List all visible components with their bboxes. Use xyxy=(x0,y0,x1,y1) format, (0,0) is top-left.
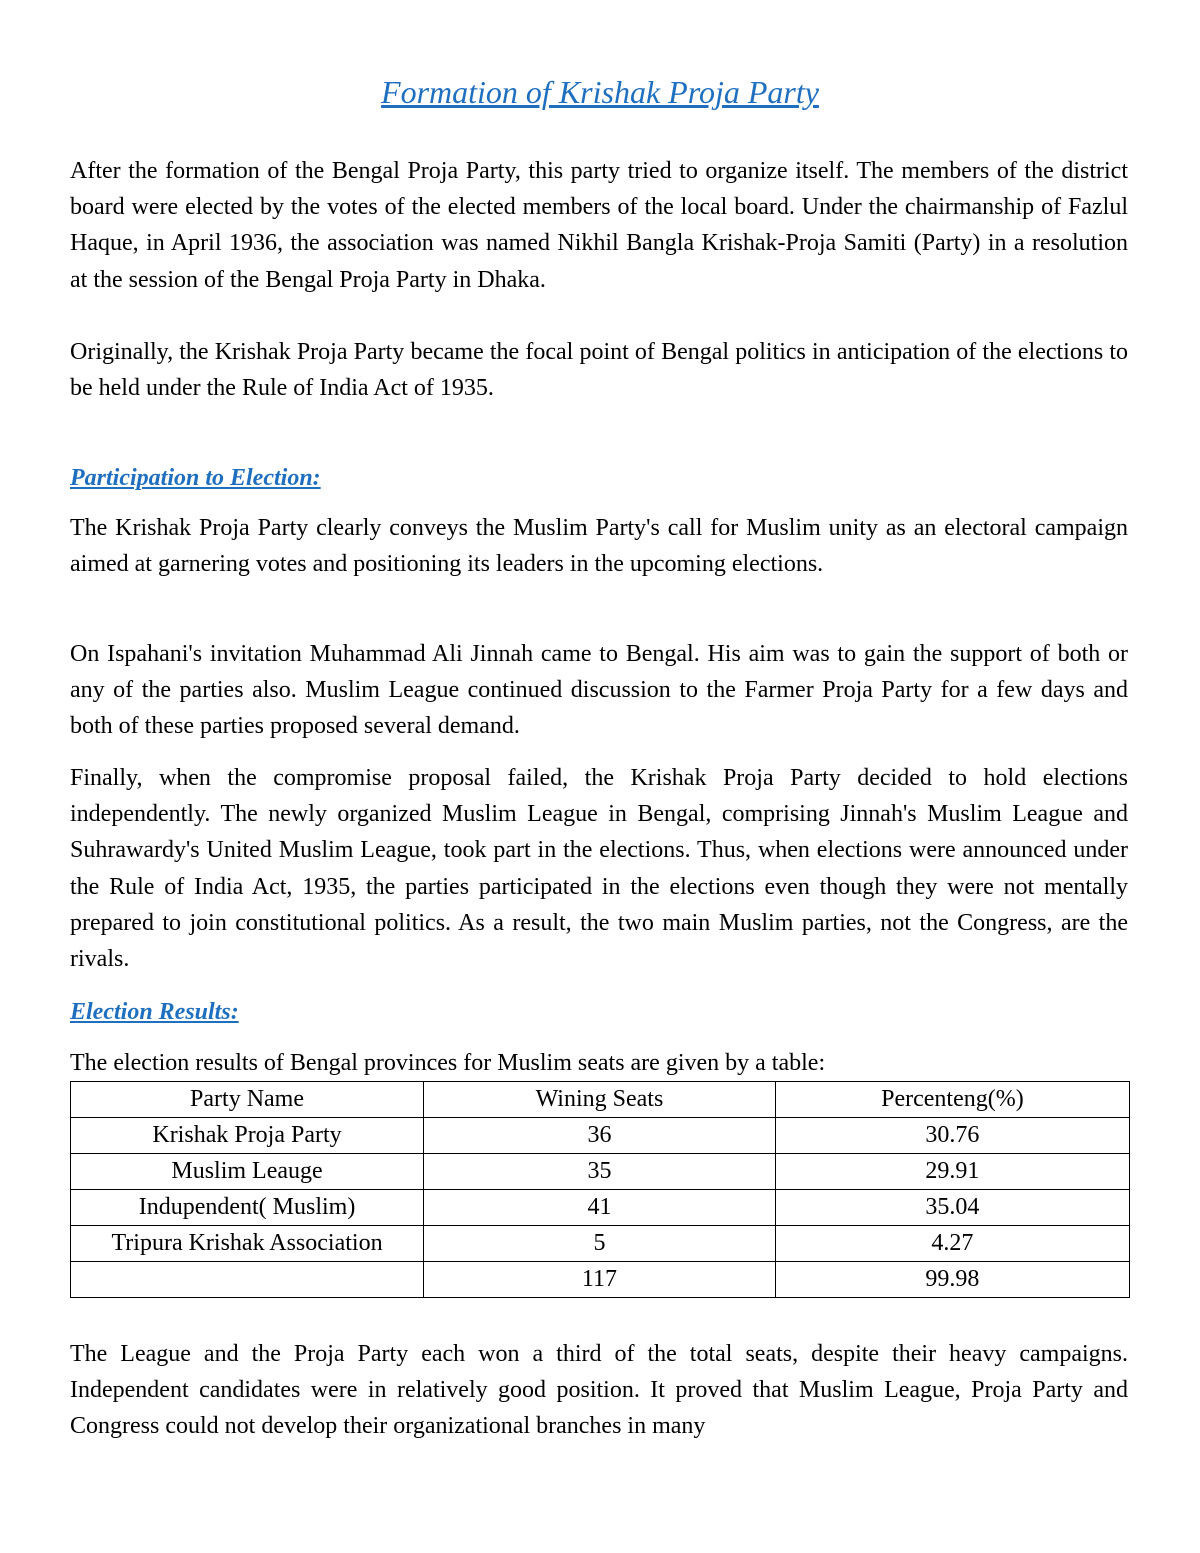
cell-party xyxy=(71,1262,424,1298)
table-row xyxy=(71,1226,1130,1262)
table-total-row xyxy=(71,1262,1130,1298)
cell-seats: 41 xyxy=(424,1190,776,1226)
paragraph-league-results: The League and the Proja Party each won a third of the total seats, despite their heavy campaigns. Independent candidates were in relatively good position. It proved that Muslim League, Proja Party and Congress could not develop their organizational branches in many xyxy=(70,1341,1128,1440)
cell-percent-total: 99.98 xyxy=(775,1262,1129,1298)
page-title: Formation of Krishak Proja Party xyxy=(381,74,819,110)
cell-party: Muslim Leauge xyxy=(71,1154,424,1190)
cell-party: Tripura Krishak Association xyxy=(71,1226,424,1262)
cell-seats: 36 xyxy=(424,1118,776,1154)
paragraph-jinnah-invitation: On Ispahani's invitation Muhammad Ali Jinnah came to Bengal. His aim was to gain the support of both or any of the parties also. Muslim League continued discussion to the Farmer Proja Party for a few days and both of these parties proposed several demand. xyxy=(70,641,1128,740)
paragraph-compromise-failed: Finally, when the compromise proposal failed, the Krishak Proja Party decided to hold elections independently. The newly organized Muslim League in Bengal, comprising Jinnah's Muslim League and Suhrawardy's United Muslim League, took part in the elections. Thus, when elections were announced under the Rule of India Act, 1935, the parties participated in the elections even though they were not mentally prepared to join constitutional politics. As a result, the two main Muslim parties, not the Congress, are the rivals. xyxy=(70,765,1128,973)
cell-seats: 5 xyxy=(424,1226,776,1262)
paragraph-table-intro: The election results of Bengal provinces for Muslim seats are given by a table: xyxy=(70,1050,826,1076)
header-wining-seats: Wining Seats xyxy=(424,1082,776,1118)
table-row xyxy=(71,1190,1130,1226)
cell-party: Krishak Proja Party xyxy=(71,1118,424,1154)
table-row xyxy=(71,1118,1130,1154)
election-results-table xyxy=(70,1081,1130,1298)
header-party-name: Party Name xyxy=(71,1082,424,1118)
cell-seats-total: 117 xyxy=(424,1262,776,1298)
paragraph-focal-point: Originally, the Krishak Proja Party became the focal point of Bengal politics in anticipation of the elections to be held under the Rule of India Act of 1935. xyxy=(70,339,1128,402)
cell-percent: 29.91 xyxy=(775,1154,1129,1190)
cell-percent: 35.04 xyxy=(775,1190,1129,1226)
cell-percent: 30.76 xyxy=(775,1118,1129,1154)
header-percentage: Percenteng(%) xyxy=(775,1082,1129,1118)
paragraph-formation: After the formation of the Bengal Proja Party, this party tried to organize itself. The members of the district board were elected by the votes of the elected members of the local board. Under the chairmanship of Fazlul Haque, in April 1936, the association was named Nikhil Bangla Krishak-Proja Samiti (Party) in a resolution at the session of the Bengal Proja Party in Dhaka. xyxy=(70,158,1128,293)
table-row xyxy=(71,1154,1130,1190)
paragraph-muslim-unity: The Krishak Proja Party clearly conveys the Muslim Party's call for Muslim unity as an electoral campaign aimed at garnering votes and positioning its leaders in the upcoming elections. xyxy=(70,515,1128,578)
cell-party: Indupendent( Muslim) xyxy=(71,1190,424,1226)
cell-percent: 4.27 xyxy=(775,1226,1129,1262)
heading-participation: Participation to Election: xyxy=(70,465,321,491)
heading-results: Election Results: xyxy=(70,999,239,1025)
table-header-row xyxy=(71,1082,1130,1118)
cell-seats: 35 xyxy=(424,1154,776,1190)
